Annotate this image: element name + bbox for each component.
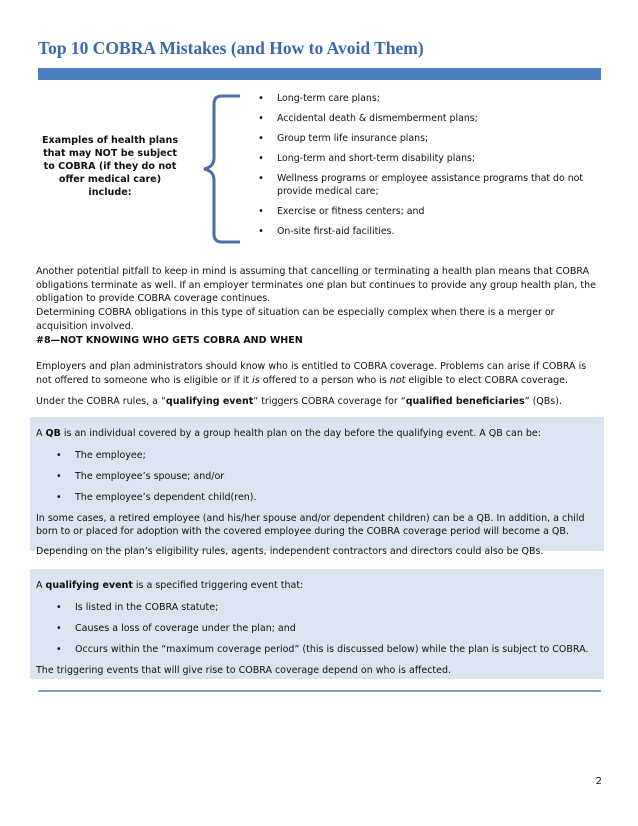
qe-intro	[36, 579, 598, 593]
qb-definition-box	[30, 417, 604, 557]
text-run: ” (QBs).	[524, 396, 562, 407]
term-qualifying-event: qualifying event	[45, 580, 133, 591]
text-run: A	[36, 428, 46, 439]
paragraph-merger: Determining COBRA obligations in this type of situation can be especially complex when there is a merger or acquisition involved.	[36, 307, 555, 332]
text-run: ” triggers COBRA coverage for “	[253, 396, 406, 407]
list-item: • Long-term care plans;	[258, 92, 598, 105]
qb-list	[36, 449, 598, 504]
qualifying-event-box	[30, 569, 604, 679]
section-heading-8	[36, 334, 602, 348]
qe-list	[36, 601, 598, 656]
qe-paragraph-triggering: The triggering events that will give rise to COBRA coverage depend on who is affected.	[36, 664, 452, 676]
text-run: is an individual covered by a group health plan on the day before the qualifying event. A QB can be:	[60, 428, 541, 439]
qb-intro	[36, 427, 598, 441]
list-item: • Occurs within the “maximum coverage period” (this is discussed below) while the plan is subject to COBRA.	[36, 643, 598, 656]
plan-list	[258, 92, 598, 245]
list-item: • Causes a loss of coverage under the plan; and	[36, 622, 598, 635]
title-divider-bar	[38, 68, 601, 80]
text-run: Employers and plan administrators should know who is entitled to COBRA coverage. Problems can arise if COBRA is not offered to someone who is eligible or if it	[36, 361, 587, 386]
page-number: 2	[595, 776, 602, 787]
paragraph-pitfall: Another potential pitfall to keep in mind is assuming that cancelling or terminating a health plan means that COBRA obligations terminate as well. If an employer terminates one plan but continues to provide any group health plan, the obligation to provide COBRA coverage continues.	[36, 266, 596, 304]
term-qualified-beneficiaries: qualified beneficiaries	[405, 396, 525, 407]
list-item: • The employee’s spouse; and/or	[36, 470, 598, 483]
list-item: • Group term life insurance plans;	[258, 132, 598, 145]
plans-label: Examples of health plans that may NOT be subject to COBRA (if they do not offer medical care) include:	[41, 135, 179, 198]
paragraph-cobra-rules	[36, 395, 602, 409]
list-item: • On-site first-aid facilities.	[258, 225, 598, 238]
qb-paragraph-retired: In some cases, a retired employee (and his/her spouse and/or dependent children) can be a QB. In addition, a child born to or placed for adoption with the covered employee during the COBRA coverage period will become a QB.	[36, 512, 585, 537]
emphasis-is: is	[252, 374, 260, 386]
term-qualifying-event: qualifying event	[165, 396, 254, 407]
section-heading-text: #8—NOT KNOWING WHO GETS COBRA AND WHEN	[36, 335, 303, 346]
text-run: Under the COBRA rules, a “	[36, 396, 166, 407]
text-run: eligible to elect COBRA coverage.	[405, 374, 569, 386]
curly-brace-icon	[200, 94, 246, 244]
text-run: A	[36, 580, 46, 591]
list-item: • Exercise or fitness centers; and	[258, 205, 598, 218]
page-title: Top 10 COBRA Mistakes (and How to Avoid Them)	[38, 38, 424, 58]
list-item: • Accidental death & dismemberment plans;	[258, 112, 598, 125]
qb-paragraph-eligibility: Depending on the plan’s eligibility rules, agents, independent contractors and directors could also be QBs.	[36, 545, 544, 557]
list-item: • The employee’s dependent child(ren).	[36, 491, 598, 504]
list-item: • Wellness programs or employee assistance programs that do not provide medical care;	[258, 172, 598, 198]
emphasis-not: not	[389, 374, 406, 386]
list-item: • Long-term and short-term disability plans;	[258, 152, 598, 165]
bottom-divider	[38, 690, 601, 692]
text-run: is a specified triggering event that:	[132, 580, 304, 591]
list-item: • Is listed in the COBRA statute;	[36, 601, 598, 614]
term-qb: QB	[45, 428, 61, 439]
list-item: • The employee;	[36, 449, 598, 462]
paragraph-employers	[36, 360, 602, 387]
text-run: offered to a person who is	[259, 374, 390, 386]
